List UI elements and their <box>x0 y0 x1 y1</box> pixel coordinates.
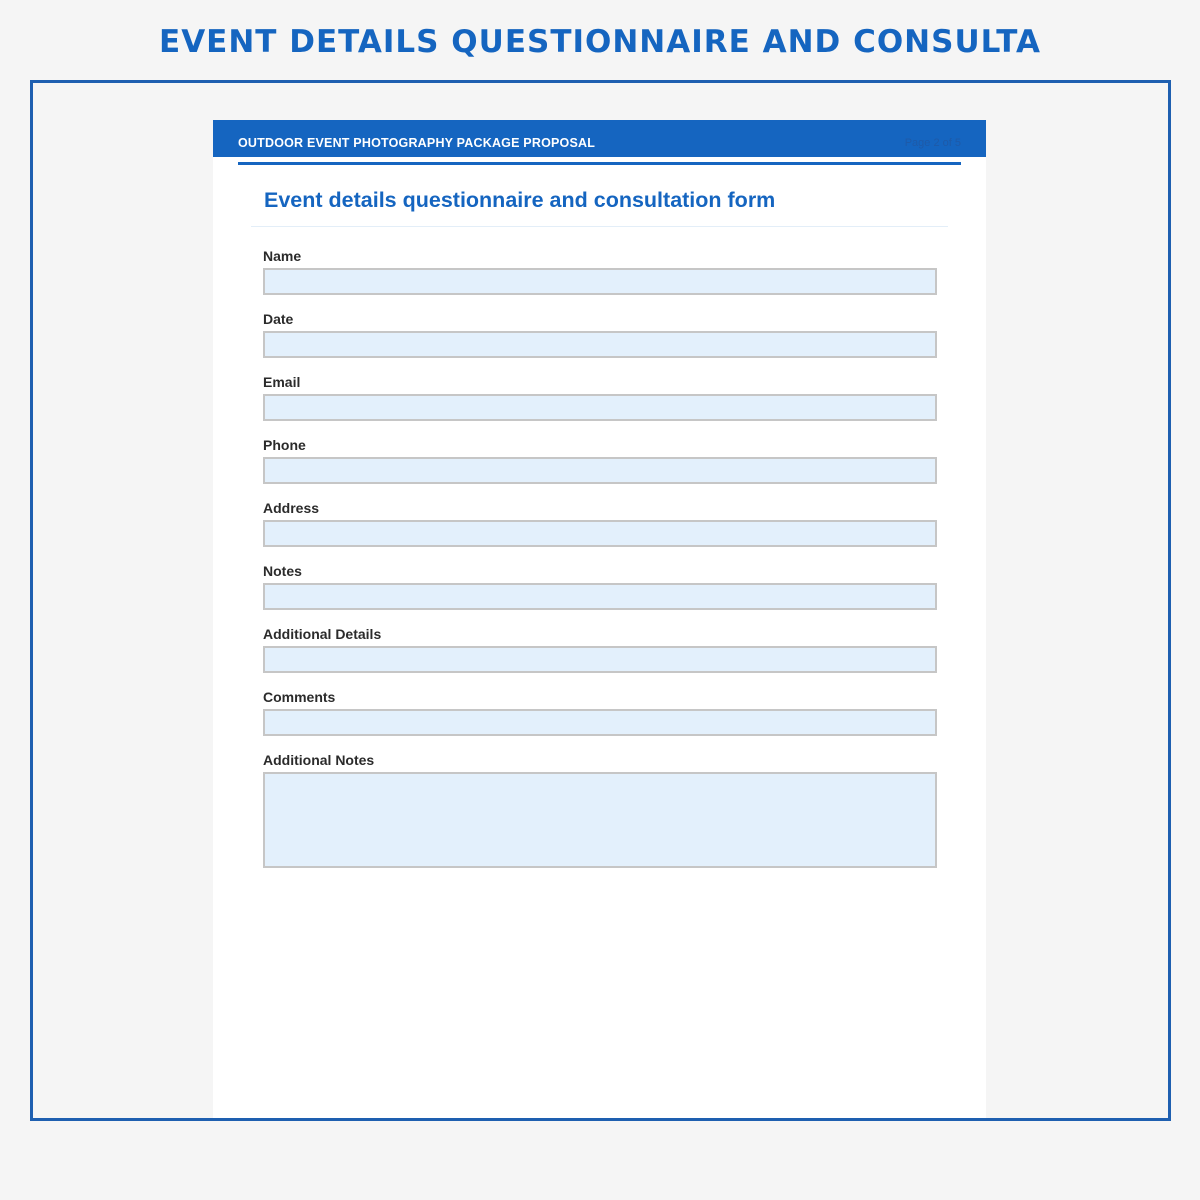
field-label-notes: Notes <box>263 563 302 579</box>
field-notes <box>263 563 937 610</box>
additional-details-input[interactable] <box>263 646 937 673</box>
header-divider <box>238 162 961 165</box>
date-input[interactable] <box>263 331 937 358</box>
form-title: Event details questionnaire and consultation form <box>264 188 776 212</box>
title-divider <box>251 226 948 227</box>
field-label-comments: Comments <box>263 689 336 705</box>
field-label-phone: Phone <box>263 437 306 453</box>
field-phone <box>263 437 937 484</box>
field-additional-details <box>263 626 937 673</box>
document-page <box>213 120 986 1121</box>
phone-input[interactable] <box>263 457 937 484</box>
field-comments <box>263 689 937 736</box>
field-label-name: Name <box>263 248 302 264</box>
field-label-additional-notes: Additional Notes <box>263 752 375 768</box>
name-input[interactable] <box>263 268 937 295</box>
email-input[interactable] <box>263 394 937 421</box>
page-indicator: Page 2 of 5 <box>904 137 961 149</box>
field-email <box>263 374 937 421</box>
additional-notes-textarea[interactable] <box>263 772 937 868</box>
field-date <box>263 311 937 358</box>
field-address <box>263 500 937 547</box>
address-input[interactable] <box>263 520 937 547</box>
comments-input[interactable] <box>263 709 937 736</box>
field-label-address: Address <box>263 500 320 516</box>
preview-frame <box>30 80 1171 1121</box>
field-label-date: Date <box>263 311 294 327</box>
banner-title: EVENT DETAILS QUESTIONNAIRE AND CONSULTA <box>159 24 1041 60</box>
field-additional-notes <box>263 752 937 868</box>
notes-input[interactable] <box>263 583 937 610</box>
field-label-email: Email <box>263 374 301 390</box>
header-title: OUTDOOR EVENT PHOTOGRAPHY PACKAGE PROPOSAL <box>238 136 596 150</box>
field-label-additional-details: Additional Details <box>263 626 382 642</box>
page-header <box>213 120 986 157</box>
field-name <box>263 248 937 295</box>
